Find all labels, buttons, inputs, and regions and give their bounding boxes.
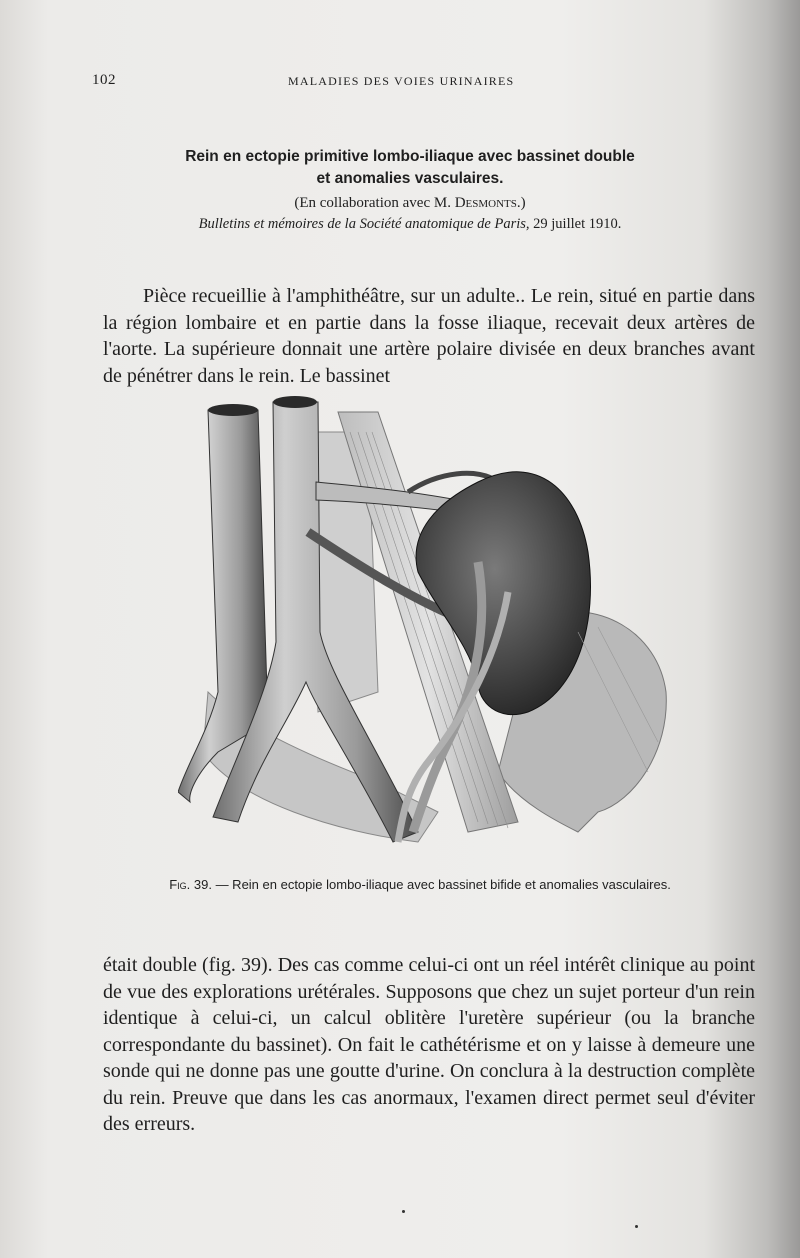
article-header [120,146,700,234]
page-number: 102 [92,72,116,88]
figure-label: Fig. 39. [169,877,212,892]
citation-journal: Bulletins et mémoires de la Société anatomique de Paris, [198,216,530,232]
collaboration-note [120,192,700,214]
article-title [120,146,700,190]
article-title-line2: et anomalies vasculaires. [316,170,504,187]
ink-speck [402,1210,405,1213]
body-paragraph-2: était double (fig. 39). Des cas comme celui-ci ont un réel intérêt clinique au point de vue des explorations urétérales. Supposons que chez un sujet porteur d'un rein identique à celui-ci, un calcul oblitère l'uretère supérieur (ou la branche correspondante du bassinet). On fait le cathétérisme et on y laisse à demeure une sonde qui ne donne pas une goutte d'urine. On conclura à la destruction complète du rein. Preuve que dans les cas anormaux, l'examen direct permet seul d'éviter des erreurs. [103,954,755,1135]
figure-caption-text: — Rein en ectopie lombo-iliaque avec bassinet bifide et anomalies vasculaires. [215,877,671,892]
anatomical-illustration [178,392,670,862]
citation-date: 29 juillet 1910. [533,216,622,232]
running-head [92,72,732,96]
article-title-line1: Rein en ectopie primitive lombo-iliaque avec bassinet double [185,148,635,165]
figure-caption [140,876,700,893]
aorta-opening [273,396,317,408]
collab-suffix: .) [516,195,526,211]
ink-speck [635,1225,638,1228]
collab-name: Desmonts [454,195,517,211]
vena-cava-opening [208,404,258,416]
collab-prefix: (En collaboration avec M. [294,195,451,211]
body-paragraph-1: Pièce recueillie à l'amphithéâtre, sur un adulte.. Le rein, situé en partie dans la région lombaire et en partie dans la fosse iliaque, recevait deux artères de l'aorte. La supérieure donnait une artère polaire divisée en deux branches avant de pénétrer dans le rein. Le bassinet [103,285,755,387]
running-title: MALADIES DES VOIES URINAIRES [288,74,515,88]
citation [120,214,700,234]
